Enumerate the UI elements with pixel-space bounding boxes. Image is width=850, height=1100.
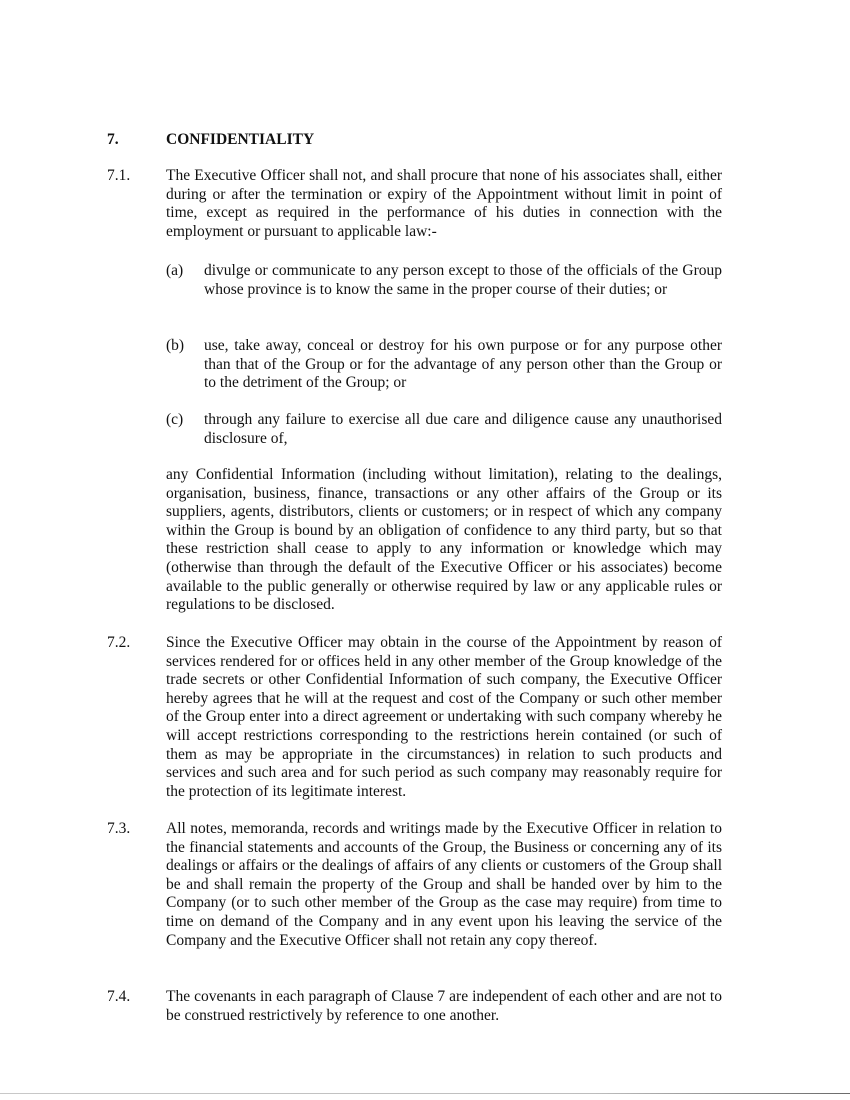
clause-number: 7.1. <box>107 167 131 184</box>
clause-7-3 <box>107 820 722 950</box>
section-title: CONFIDENTIALITY <box>166 131 315 148</box>
scan-edge-line <box>0 1093 850 1094</box>
subclause-label: (c) <box>166 411 184 428</box>
clause-number: 7.3. <box>107 820 131 837</box>
subclause-text: divulge or communicate to any person except to those of the officials of the Group whose province is to know the same in the proper course of their duties; or <box>204 262 722 298</box>
subclause-text: use, take away, conceal or destroy for his own purpose or for any purpose other than that of the Group or for the advantage of any person other than the Group or to the detriment of the Group; or <box>204 337 722 392</box>
clause-7-4 <box>107 988 722 1025</box>
subclause-label: (b) <box>166 337 185 354</box>
clause-text: All notes, memoranda, records and writings made by the Executive Officer in relation to the financial statements and accounts of the Group, the Business or concerning any of its dealings or affairs or the dealings of affairs of any clients or customers of the Group shall be and shall remain the property of the Group and shall be handed over by him to the Company (or to such other member of the Group as the case may require) from time to time on demand of the Company and in any event upon his leaving the service of the Company and the Executive Officer shall not retain any copy thereof. <box>166 820 722 949</box>
clause-7-2 <box>107 634 722 801</box>
clause-text: The covenants in each paragraph of Clause 7 are independent of each other and are not to be construed restrictively by reference to one another. <box>166 988 722 1024</box>
subclause-label: (a) <box>166 262 184 279</box>
subclause-c <box>166 411 722 448</box>
clause-7-1-tail: any Confidential Information (including without limitation), relating to the dealings, organisation, business, finance, transactions or any other affairs of the Group or its suppliers, agents, distributors, clients or customers; or in respect of which any company within the Group is bound by an obligation of confidence to any third party, but so that these restriction shall cease to apply to any information or knowledge which may (otherwise than through the default of the Executive Officer or his associates) become available to the public generally or otherwise required by law or any applicable rules or regulations to be disclosed. <box>166 466 722 614</box>
clause-text: The Executive Officer shall not, and shall procure that none of his associates shall, either during or after the termination or expiry of the Appointment without limit in point of time, except as required in the performance of his duties in connection with the employment or pursuant to applicable law:- <box>166 167 722 240</box>
section-number: 7. <box>107 131 119 148</box>
clause-text: Since the Executive Officer may obtain in the course of the Appointment by reason of services rendered for or offices held in any other member of the Group knowledge of the trade secrets or other Confidential Information of such company, the Executive Officer hereby agrees that he will at the request and cost of the Company or such other member of the Group enter into a direct agreement or undertaking with such company whereby he will accept restrictions corresponding to the restrictions herein contained (or such of them as may be appropriate in the circumstances) in relation to such products and services and such area and for such period as such company may reasonably require for the protection of its legitimate interest. <box>166 634 722 800</box>
clause-number: 7.4. <box>107 988 131 1005</box>
subclause-text: through any failure to exercise all due care and diligence cause any unauthorised disclosure of, <box>204 411 722 447</box>
clause-number: 7.2. <box>107 634 131 651</box>
subclause-b <box>166 337 722 393</box>
clause-7-1 <box>107 167 722 241</box>
subclause-a <box>166 262 722 299</box>
section-heading <box>107 131 314 149</box>
